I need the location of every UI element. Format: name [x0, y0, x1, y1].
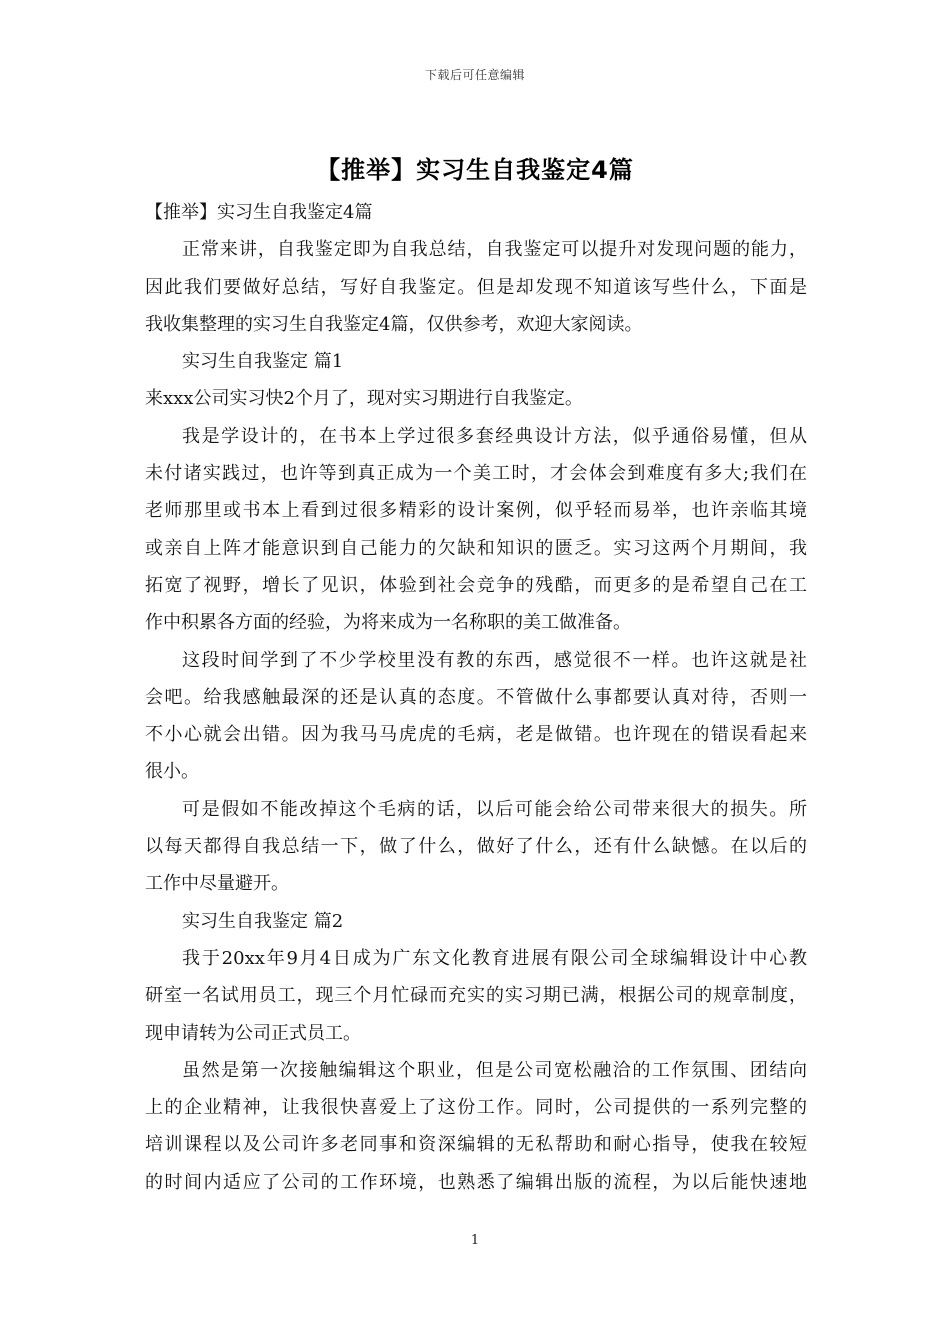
section-heading: 实习生自我鉴定 篇1: [182, 351, 344, 373]
text-line: 【推举】实习生自我鉴定4篇: [145, 202, 373, 223]
text-line: 作中积累各方面的经验，为将来成为一名称职的美工做准备。: [145, 612, 631, 634]
text-line: 这段时间学到了不少学校里没有教的东西，感觉很不一样。也许这就是社: [182, 649, 807, 671]
text-line: 来xxx公司实习快2个月了，现对实习期进行自我鉴定。: [145, 388, 583, 410]
text-line: 虽然是第一次接触编辑这个职业，但是公司宽松融洽的工作氛围、团结向: [182, 1059, 807, 1081]
text-line: 研室一名试用员工，现三个月忙碌而充实的实习期已满，根据公司的规章制度，: [145, 985, 807, 1007]
text-line: 或亲自上阵才能意识到自己能力的欠缺和知识的匮乏。实习这两个月期间，我: [145, 537, 807, 559]
text-line: 因此我们要做好总结，写好自我鉴定。但是却发现不知道该写些什么，下面是: [145, 276, 807, 298]
text-line: 拓宽了视野，增长了见识，体验到社会竞争的残酷，而更多的是希望自己在工: [145, 574, 807, 596]
document-title: 【推举】实习生自我鉴定4篇: [316, 156, 634, 184]
text-line: 老师那里或书本上看到过很多精彩的设计案例，似乎轻而易举，也许亲临其境: [145, 500, 807, 522]
text-line: 上的企业精神，让我很快喜爱上了这份工作。同时，公司提供的一系列完整的: [145, 1097, 807, 1119]
document-body: [145, 194, 807, 1201]
text-line: 现申请转为公司正式员工。: [145, 1022, 361, 1044]
text-line: 的时间内适应了公司的工作环境，也熟悉了编辑出版的流程，为以后能快速地: [145, 1171, 807, 1193]
text-line: 我是学设计的，在书本上学过很多套经典设计方法，似乎通俗易懂，但从: [182, 425, 807, 447]
text-line: 以每天都得自我总结一下，做了什么，做好了什么，还有什么缺憾。在以后的: [145, 836, 807, 858]
text-line: 工作中尽量避开。: [145, 873, 289, 895]
page-header-note: 下载后可任意编辑: [424, 68, 525, 82]
text-line: 未付诸实践过，也许等到真正成为一个美工时，才会体会到难度有多大;我们在: [145, 463, 807, 485]
text-line: 会吧。给我感触最深的还是认真的态度。不管做什么事都要认真对待，否则一: [145, 686, 807, 708]
text-line: 可是假如不能改掉这个毛病的话，以后可能会给公司带来很大的损失。所: [182, 798, 807, 820]
page-number: 1: [470, 1233, 480, 1248]
text-line: 我收集整理的实习生自我鉴定4篇，仅供参考，欢迎大家阅读。: [145, 313, 643, 335]
text-line: 很小。: [145, 761, 199, 783]
text-line: 培训课程以及公司许多老同事和资深编辑的无私帮助和耐心指导，使我在较短: [145, 1134, 807, 1156]
section-heading: 实习生自我鉴定 篇2: [182, 910, 344, 932]
text-line: 我于20xx年9月4日成为广东文化教育进展有限公司全球编辑设计中心教: [182, 947, 807, 969]
text-line: 不小心就会出错。因为我马马虎虎的毛病，老是做错。也许现在的错误看起来: [145, 724, 807, 746]
text-line: 正常来讲，自我鉴定即为自我总结，自我鉴定可以提升对发现问题的能力，: [182, 239, 807, 261]
